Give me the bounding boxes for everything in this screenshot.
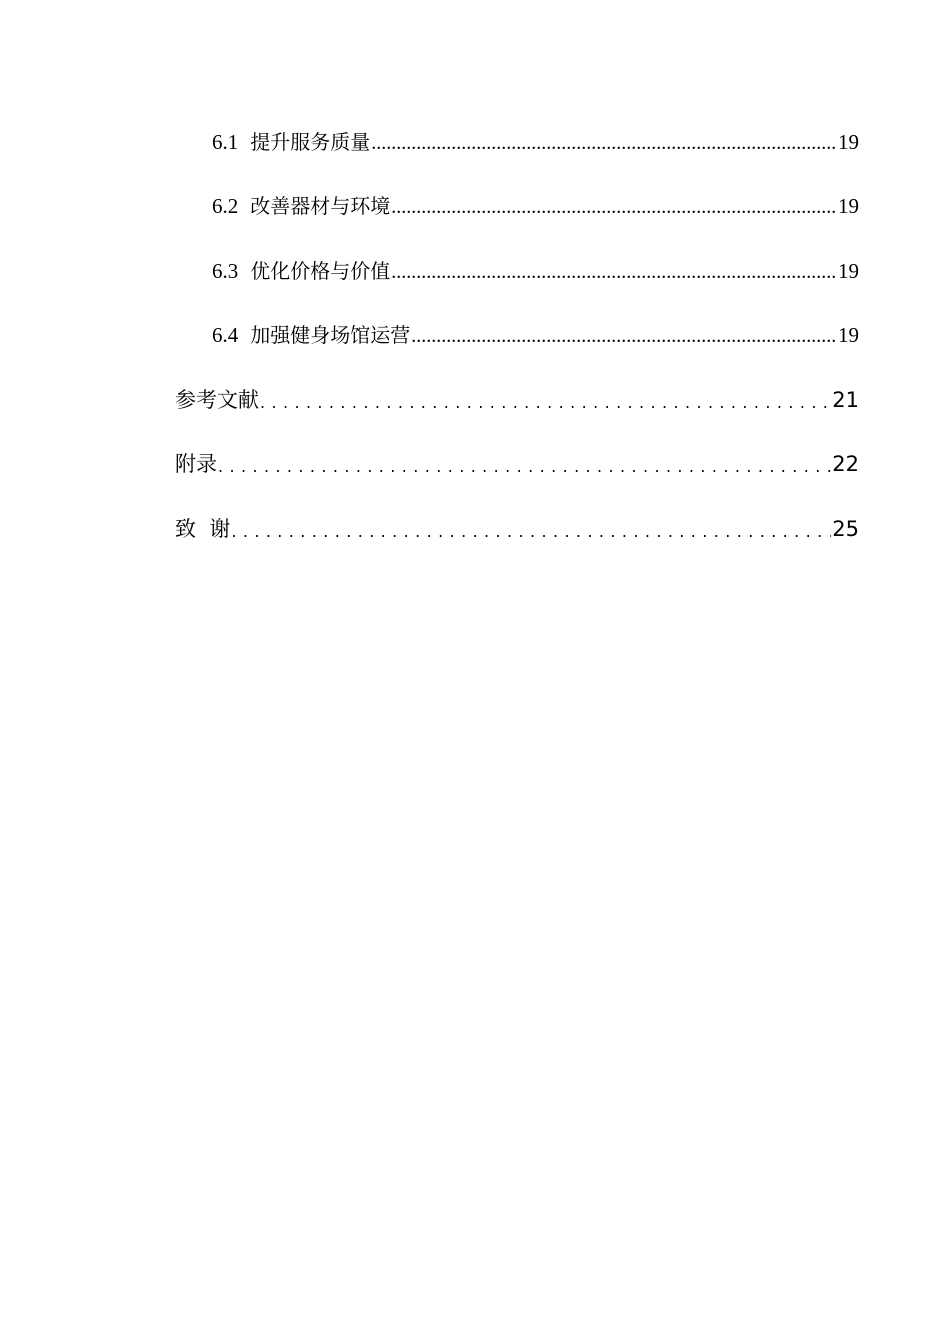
toc-entry-6-3[interactable] xyxy=(212,255,859,284)
toc-entry-number: 6.4 xyxy=(212,323,239,347)
toc-dot-leader xyxy=(371,128,837,155)
toc-dot-leader xyxy=(391,192,837,219)
toc-dot-leader xyxy=(260,386,831,412)
toc-page-number: 19 xyxy=(838,130,859,154)
toc-dot-leader xyxy=(411,321,837,348)
toc-entry-6-2[interactable] xyxy=(212,190,859,219)
toc-dot-leader xyxy=(391,257,837,284)
toc-entry-number: 6.3 xyxy=(212,259,239,283)
toc-entry-title: 附录 xyxy=(175,452,217,476)
toc-entry-6-1[interactable] xyxy=(212,126,859,155)
toc-page-number: 19 xyxy=(838,194,859,218)
toc-page-number: 21 xyxy=(832,388,859,412)
toc-entry-title: 改善器材与环境 xyxy=(250,194,391,218)
toc-entry-acknowledgements[interactable] xyxy=(175,513,859,543)
toc-entry-6-4[interactable] xyxy=(212,319,859,348)
toc-entry-title: 提升服务质量 xyxy=(250,130,371,154)
toc-dot-leader xyxy=(218,450,831,476)
toc-dot-leader xyxy=(231,515,831,541)
toc-entry-appendix[interactable] xyxy=(175,448,859,478)
toc-entry-title: 加强健身场馆运营 xyxy=(250,323,411,347)
toc-entry-references[interactable] xyxy=(175,384,859,414)
toc-page-number: 22 xyxy=(832,452,859,476)
toc-entry-title: 致 谢 xyxy=(175,517,231,541)
toc-entry-number: 6.2 xyxy=(212,194,239,218)
toc-entry-title: 优化价格与价值 xyxy=(250,259,391,283)
toc-page-number: 19 xyxy=(838,259,859,283)
toc-page-number: 19 xyxy=(838,323,859,347)
toc-entry-number: 6.1 xyxy=(212,130,239,154)
toc-entry-title: 参考文献 xyxy=(175,388,259,412)
toc-page-number: 25 xyxy=(832,517,859,541)
